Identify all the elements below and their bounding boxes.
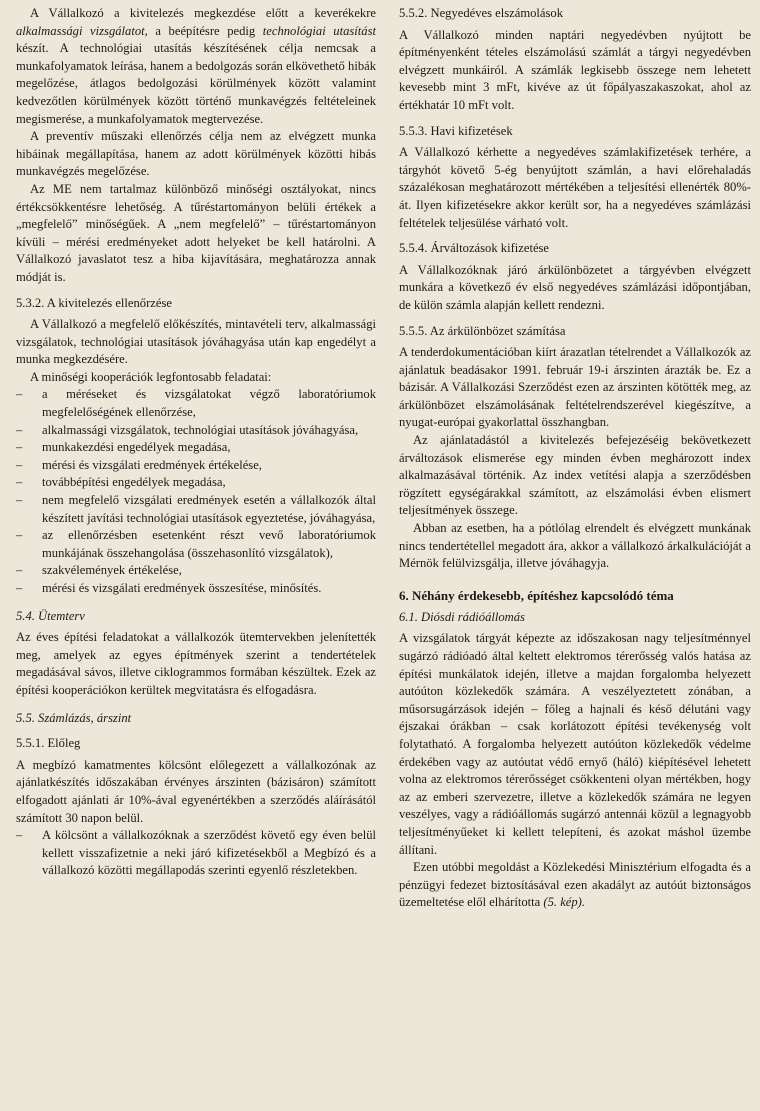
list-item: – munkakezdési engedélyek megadása,: [16, 439, 376, 457]
paragraph-work-permit: A Vállalkozó a megfelelő előkészítés, mintavételi terv, alkalmassági vizsgálatok, technológiai utasítások jóváhagyása után kap engedélyt a munka megkezdésére.: [16, 317, 376, 367]
figure-reference: (5. kép).: [543, 895, 586, 910]
task-list: [16, 386, 376, 597]
list-item: – a méréseket és vizsgálatokat végző laboratóriumok megfelelőségének ellenőrzése,: [16, 386, 376, 421]
paragraph-preparation: A Vállalkozó a kivitelezés megkezdése előtt a keverékekre alkalmassági vizsgálatot, a beépítésre pedig technológiai utasítást készít. A technológiai utasítás készítésének célja nemcsak a munkafolyamatok leírása, hanem a bedolgozás során elkövethető hibák megelőzése, átlagos bedolgozási körülmények között valamint kedvezőtlen körülmények között történő munkavégzés feltételeinek megismerése, a munkafolyamatok megtervezése.: [16, 6, 376, 126]
heading-5-5-3: 5.5.3. Havi kifizetések: [399, 123, 513, 138]
paragraph-advance: A megbízó kamatmentes kölcsönt előlegezett a vállalkozónak az ajánlatkészítés időszakában érvényes árszinten (bázisáron) számított elfogadott ajánlati ár 10%-ával egyenértékben a szerződés aláírásától számított 30 napon belül.: [16, 757, 376, 825]
left-column: [16, 5, 376, 880]
loan-list: [16, 827, 376, 880]
paragraph-monthly: A Vállalkozó kérhette a negyedéves számlakifizetések terhére, a tárgyhót követő 5-ég benyújtott számlán, a havi előrehaladás százalékosan meghatározott mértékében a teljesítési ellenérték 80%-át. Ilyen kifizetésekre akkor került sor, ha a negyedéves számlázási feltételek teljesülése várható volt.: [399, 145, 751, 230]
heading-5-5-4: 5.5.4. Árváltozások kifizetése: [399, 241, 550, 256]
paragraph-index: Az ajánlatadástól a kivitelezés befejezéséig bekövetkezett árváltozások elismerése egy minden évben meghározott index alkalmazásával történik. Az index vetítési alapja a szerződésben rögzített egységárakkal számított, az elszámolási évben elismert teljesítmények összege.: [399, 433, 751, 518]
list-item: – nem megfelelő vizsgálati eredmények esetén a vállalkozók által készített javítási technológiai utasítások egyeztetése, jóváhagyása,: [16, 492, 376, 527]
heading-5-5-1: 5.5.1. Előleg: [16, 736, 81, 751]
heading-5-4: 5.4. Ütemterv: [16, 608, 85, 623]
heading-6-1: 6.1. Diósdi rádióállomás: [399, 609, 525, 624]
paragraph-schedule: Az éves építési feladatokat a vállalkozók ütemtervekben jelenítették meg, amelyek az egyes építmények szerint a tendertételek megadásával sávos, illetve ciklogrammos formában készültek. Ezek az építési kooperációkon kerültek megvitatásra és elfogadásra.: [16, 630, 376, 697]
heading-5-5: 5.5. Számlázás, árszint: [16, 710, 132, 725]
heading-5-3-2: 5.3.2. A kivitelezés ellenőrzése: [16, 295, 172, 310]
paragraph-preventive-check: A preventív műszaki ellenőrzés célja nem az elvégzett munka hibáinak megállapítása, hanem az adott körülmények közötti hibás munkavégzés megelőzése.: [16, 129, 376, 179]
list-item: – szakvélemények értékelése,: [16, 562, 376, 580]
heading-6: 6. Néhány érdekesebb, építéshez kapcsolódó téma: [399, 587, 674, 603]
paragraph-base-price: A tenderdokumentációban kiírt árazatlan tételrendet a Vállalkozók az ajánlatuk beadásakor 1991. február 19-i árszinten árazták be. Ez a bázisár. A Vállalkozási Szerződést ezen az árszinten kötötték meg, az árkülönbözet elszámolásának feltételrendszerével kiegészítve, a nyugat-európai gyakorlattal összhangban.: [399, 345, 751, 430]
list-item: – továbbépítési engedélyek megadása,: [16, 474, 376, 492]
list-item: – mérési és vizsgálati eredmények értékelése,: [16, 457, 376, 475]
list-item: – az ellenőrzésben esetenként részt vevő laboratóriumok munkájának összehangolása (összehasonlító vizsgálatok),: [16, 527, 376, 562]
paragraph-additional-work: Abban az esetben, ha a pótlólag elrendelt és elvégzett munkának nincs tendertétellel megadott ára, akkor a vállalkozó árkalkulációját a Mérnök felülvizsgálja, illetve jóváhagyja.: [399, 521, 751, 571]
paragraph-quarterly: A Vállalkozó minden naptári negyedévben nyújtott be építményenként tételes elszámolású számlát a tárgyi negyedévben elvégzett munkáiról. A számlák legkisebb összege nem lehetett kevesebb mint 3 mFt, kivéve az út főpályaszakaszokat, ahol az értékhatár 10 mFt volt.: [399, 27, 751, 112]
list-item: – mérési és vizsgálati eredmények összesítése, minősítés.: [16, 580, 376, 598]
paragraph-price-change: A Vállalkozóknak járó árkülönbözetet a tárgyévben elvégzett munkára a következő év első negyedéves számlázási időpontjában, de külön számla alapján kellett rendezni.: [399, 262, 751, 312]
right-column: [399, 5, 751, 912]
paragraph-radio-station: A vizsgálatok tárgyát képezte az időszakosan nagy teljesítménnyel sugárzó rádióadó által keltett elektromos térerősség valós hatása az építési munkálatok idején, illetve a majdan forgalomba helyezett autóúton közlekedők számára. A veszélyeztetett zónában, a műsorsugárzások idején – főleg a hajnali és késő délutáni vagy éjszakai órákban – csak korlátozott építési tevékenység volt folytatható. A forgalomba helyezett autóúton közlekedők védelme érdekében vagy az autóutat védő ernyő (háló) kiépítésével lehetett volna az elektromos térerősséget csökkenteni olyan mértékben, hogy az az emberi szervezetre, illetve a közlekedők számára ne legyen veszélyes, vagy a rádióállomás sugárzó antennái közül a legnagyobb teljesítményűeket ki kellett telepíteni, és azokat máshol üzembe állítani.: [399, 631, 751, 857]
paragraph-me-quality: Az ME nem tartalmaz különböző minőségi osztályokat, nincs értékcsökkentésre lehetőség. A tűréstartományon belüli értékek a „megfelelő” minőségűek. A „nem megfelelő” – tűréstartományon kívüli – mérési eredményeket adott helyeket be kell határolni. A Vállalkozó javaslatot tesz a hiba kijavítására, meghatározza annak módját is.: [16, 181, 376, 284]
heading-5-5-5: 5.5.5. Az árkülönbözet számítása: [399, 323, 566, 338]
paragraph-ministry: Ezen utóbbi megoldást a Közlekedési Minisztérium elfogadta és a pénzügyi fedezet biztosításával ezen akadályt az autóút biztonságos üzemeltetése elől elhárította (5. kép).: [399, 860, 751, 910]
list-item: – alkalmassági vizsgálatok, technológiai utasítások jóváhagyása,: [16, 422, 376, 440]
heading-5-5-2: 5.5.2. Negyedéves elszámolások: [399, 6, 564, 20]
list-item: – A kölcsönt a vállalkozóknak a szerződést követő egy éven belül kellett visszafizetnie a neki járó kifizetésekből a Megbízó és a vállalkozó közötti megállapodás szerinti egyenlő részletekben.: [16, 827, 376, 880]
paragraph-tasks-intro: A minőségi kooperációk legfontosabb feladatai:: [30, 369, 272, 384]
